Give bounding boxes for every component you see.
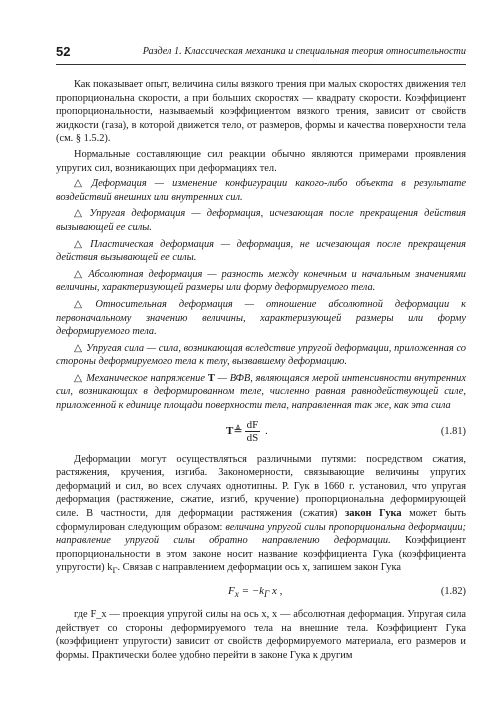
header-rule [56,64,466,65]
stress-symbol: T [207,372,215,384]
equation-rhs: = −k [238,585,265,598]
triangle-icon: △ [74,178,88,190]
definition-text: Упругая сила — сила, возникающая вследствие упругой деформации, приложенная со стороны деформируемого тела к телу, вызвавшему деформацию. [56,342,466,368]
definition-text: Деформация — изменение конфигурации какого-либо объекта в результате воздействий внешних или внутренних сил. [56,178,466,203]
equation-formula [228,585,282,602]
definition-text: Упругая деформация — деформация, исчезающая после прекращения действия вызывающей ее силы. [56,208,466,233]
paragraph-viscous-friction: Как показывает опыт, величина силы вязкого трения при малых скоростях движения тел пропорциональна скорости, а при больших скоростях — квадрату скорости. Коэффициент пропорциональности, называемый коэффициентом вязкого трения, зависит от свойств жидкости (газа), в которой движется тело, от размеров, формы и качества поверхности тела (см. § 1.5.2). [56,79,466,145]
fraction-numerator: dF [246,418,259,431]
definition-absolute-deformation [56,268,466,295]
equation-lhs: T [226,424,234,437]
definition-mechanical-stress [56,372,466,413]
paragraph-text: может быть сформулирован следующим образом: [56,508,466,533]
triangle-icon: △ [74,208,86,220]
equation-formula [226,419,268,444]
page-header [56,44,466,64]
triangle-icon: △ [74,298,92,310]
definition-text: — ВФВ, являющаяся мерой интенсивности внутренних сил, возникающих в деформированном теле, численно равная равнодействующей силе, приложенной к единице площади поверхности тела, направленная так же, как эта сила [56,372,466,412]
paragraph-text: Коэффициент пропорциональности в этом законе носит название коэффициента Гука (коэффициента упругости) k [56,535,466,574]
definition-text: Относительная деформация — отношение абсолютной деформации к первоначальному значению величины, характеризующей размеры или форму деформируемого тела. [56,298,466,338]
subscript: x [234,589,239,600]
equation-number: (1.82) [440,586,466,598]
equation-number: (1.81) [440,425,466,437]
fraction-denominator: dS [246,431,259,444]
triangle-icon: △ [74,372,83,384]
definition-text: Пластическая деформация — деформация, не исчезающая после прекращения действия вызывающей ее силы. [56,238,466,264]
equation-tail: . [262,424,268,437]
subscript: Г [112,565,118,576]
triangle-icon: △ [74,268,85,280]
definition-elastic-deformation [56,207,466,234]
triangle-icon: △ [74,342,83,354]
definition-text: Механическое напряжение [86,372,208,384]
page-number: 52 [56,44,71,59]
paragraph-text: Деформации могут осуществляться различными путями: посредством сжатия, растяжения, кручения, изгиба. Закономерности, связывающие величины упругих деформаций и сил, во всех случаях однотипны. Р. Гук в 1660 г. установил, что упругая деформация (растяжение, сжатие, изгиб, кручение) пропорциональна деформирующей силе. В частности, для деформации растяжения (сжатия) [56,453,466,520]
definition-relative-deformation [56,298,466,339]
equation-tail: x , [269,585,283,598]
hooke-law-statement: величина упругой силы пропорциональна деформации; направление упругой силы обратно направлению деформации. [56,521,467,547]
equation-lhs: F [228,585,235,598]
definition-plastic-deformation [56,238,466,265]
subscript: Г [264,589,270,600]
definition-text: Абсолютная деформация — разность между конечным и начальным значениями величины, характеризующей размеры или форму деформируемого тела. [56,268,466,294]
triangle-icon: △ [74,238,87,250]
paragraph-normal-components: Нормальные составляющие сил реакции обычно являются примерами проявления упругих сил, возникающих при деформациях тел. [56,148,466,174]
definition-equals-symbol: ≜ [233,424,243,437]
fraction [245,419,261,444]
page-body [56,78,466,664]
definition-deformation [56,177,466,204]
paragraph-text: . Связав с направлением деформации ось x, запишем закон Гука [117,562,401,574]
paragraph-hooke-coefficient: где F_x — проекция упругой силы на ось x, x — абсолютная деформация. Упругая сила действует со стороны деформируемого тела на внешние тела. Коэффициент Гука (коэффициент упругости) зависит от свойств деформируемого материала, его размеров и формы. Практически более удобно перейти в законе Гука к другим [56,609,466,661]
hooke-law-term: закон Гука [345,508,402,520]
paragraph-hooke-law [56,453,466,578]
running-title: Раздел 1. Классическая механика и специальная теория относительности [142,46,466,57]
equation-1-82 [56,582,466,604]
definition-elastic-force [56,342,466,369]
equation-1-81 [56,417,466,447]
